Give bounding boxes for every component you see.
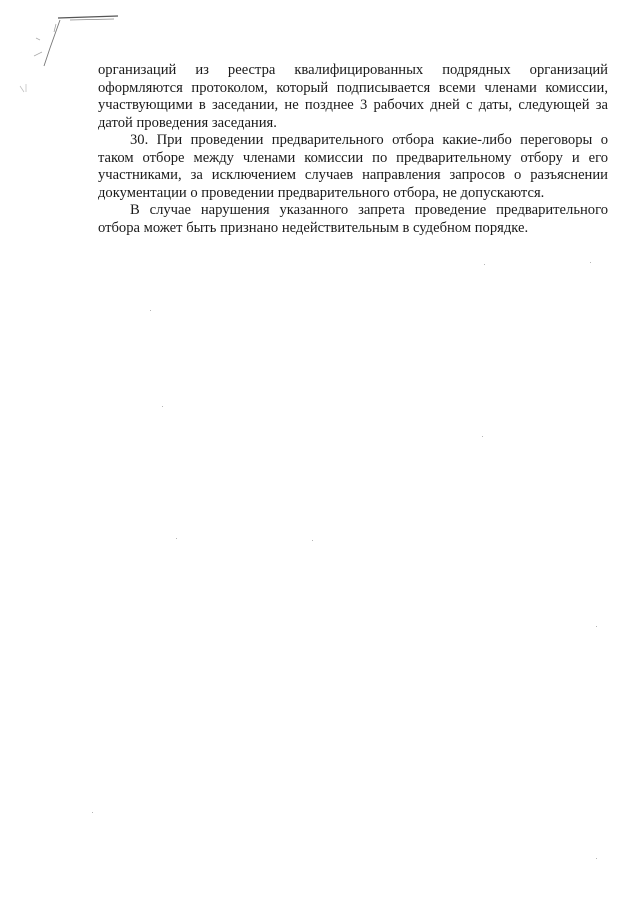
scan-speck — [484, 264, 485, 265]
scan-speck — [312, 540, 313, 541]
scan-speck — [596, 858, 597, 859]
scan-speck — [176, 538, 177, 539]
scan-speck — [150, 310, 151, 311]
paragraph-violation-consequence: В случае нарушения указанного запрета проведение предварительного отбора может быть признано недействительным в судебном порядке. — [98, 202, 608, 236]
scan-speck — [482, 436, 483, 437]
paragraph-protocol-continuation: организаций из реестра квалифицированных подрядных организаций оформляются протоколом, который подписывается всеми членами комиссии, участвующими в заседании, не позднее 3 рабочих дней с даты, следующей за датой проведения заседания. — [98, 62, 608, 131]
scan-speck — [590, 262, 591, 263]
document-body — [98, 62, 608, 237]
scan-speck — [596, 626, 597, 627]
scan-speck — [92, 812, 93, 813]
scan-speck — [162, 406, 163, 407]
paragraph-30: 30. При проведении предварительного отбора какие-либо переговоры о таком отборе между членами комиссии по предварительному отбору и его участниками, за исключением случаев направления запросов о разъяснении документации о проведении предварительного отбора, не допускаются. — [98, 132, 608, 201]
